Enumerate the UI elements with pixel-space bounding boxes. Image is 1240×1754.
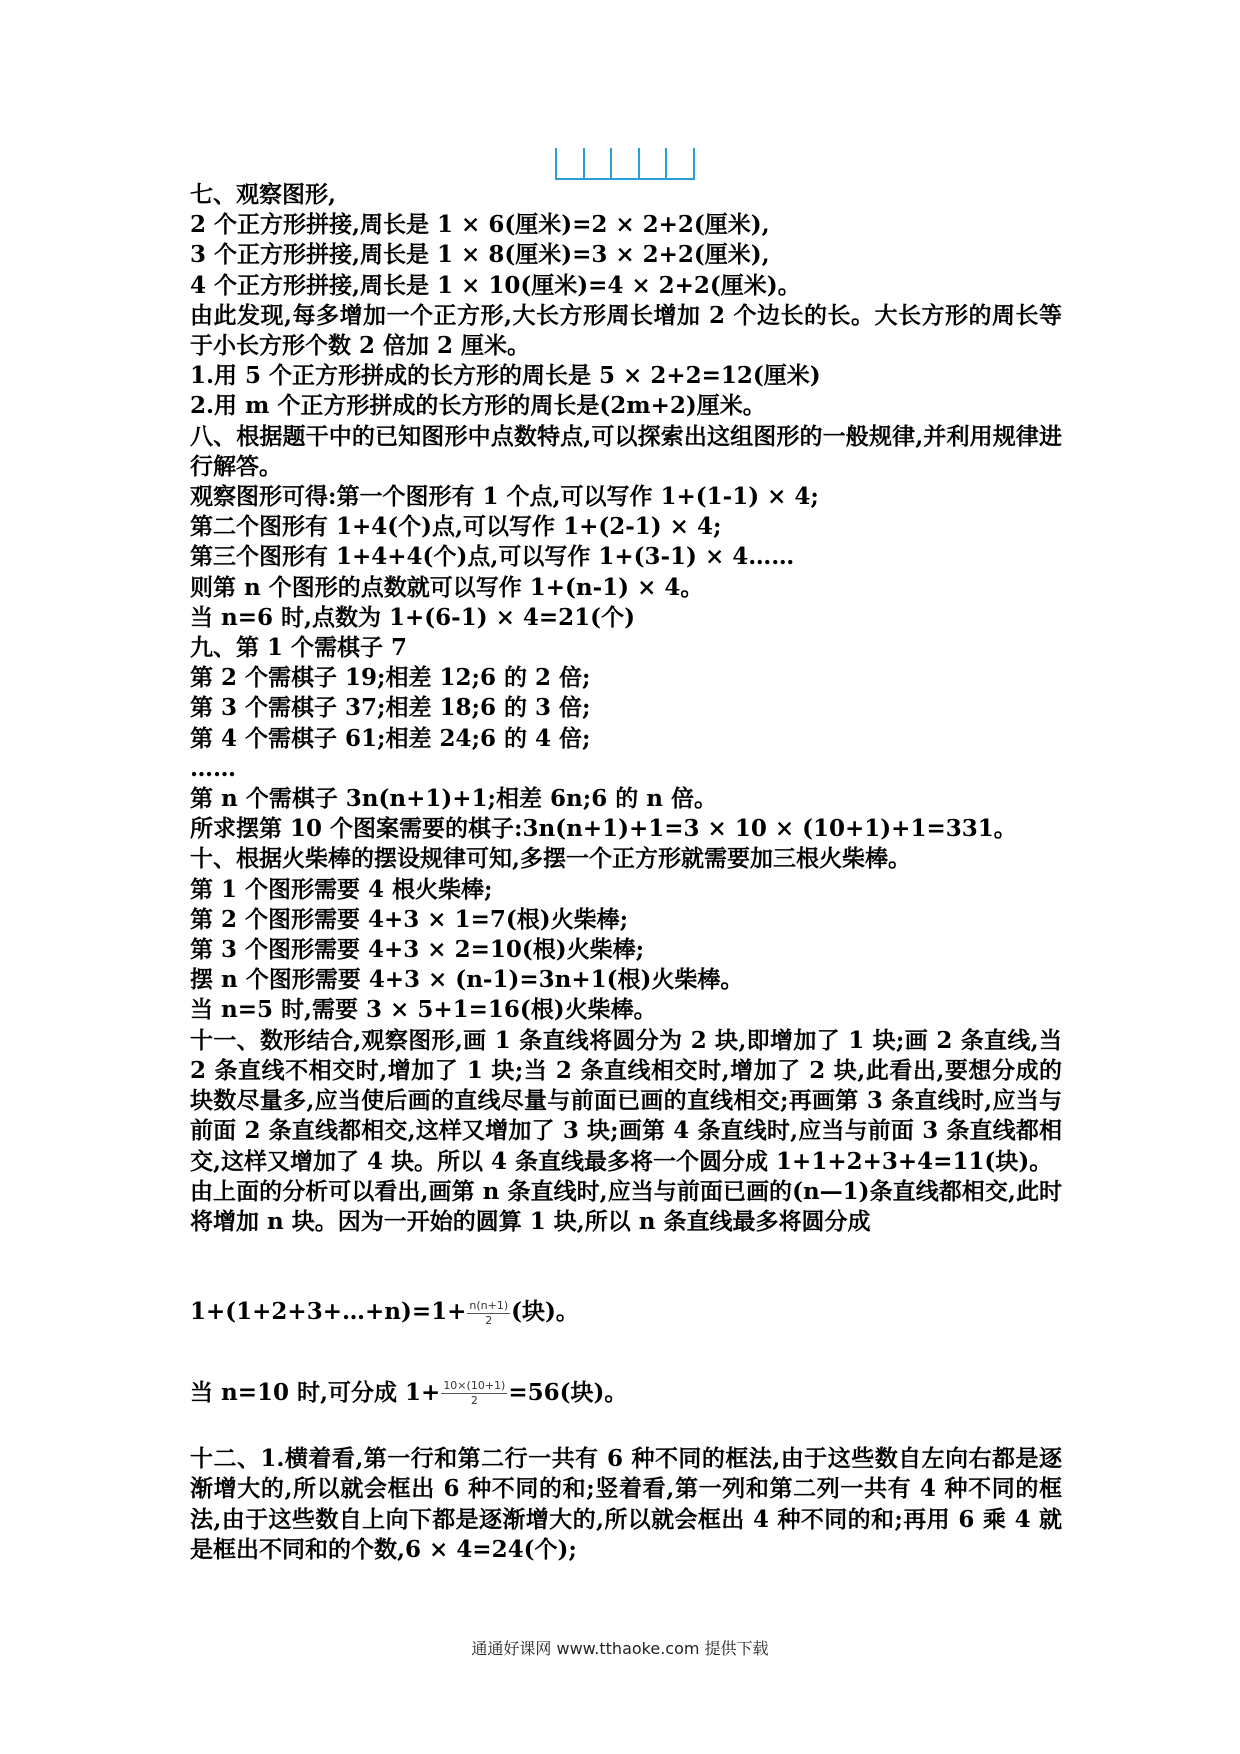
text-line: 第 1 个图形需要 4 根火柴棒;: [190, 875, 493, 903]
text-line: 当 n=5 时,需要 3 × 5+1=16(根)火柴棒。: [190, 996, 657, 1024]
text-line: 当 n=6 时,点数为 1+(6-1) × 4=21(个): [190, 603, 635, 631]
section-9-heading: 九、第 1 个需棋子 7: [190, 634, 408, 662]
text-line: 3 个正方形拼接,周长是 1 × 8(厘米)=3 × 2+2(厘米),: [190, 241, 770, 269]
text-line: 所求摆第 10 个图案需要的棋子:3n(n+1)+1=3 × 10 × (10+1)+1=331。: [190, 815, 1017, 843]
text-line: 第 2 个图形需要 4+3 × 1=7(根)火柴棒;: [190, 905, 629, 933]
fraction: $\frac{10\times(10+1)}{2}$: [443, 1379, 506, 1408]
text-line: 第 3 个图形需要 4+3 × 2=10(根)火柴棒;: [190, 936, 645, 964]
square-cell: [585, 148, 613, 178]
text-line: 第 3 个需棋子 37;相差 18;6 的 3 倍;: [190, 694, 591, 722]
answer-text: [190, 180, 1062, 1565]
text-line: 则第 n 个图形的点数就可以写作 1+(n-1) × 4。: [190, 573, 704, 601]
text-line: 第 4 个需棋子 61;相差 24;6 的 4 倍;: [190, 724, 591, 752]
text-line: 第 n 个需棋子 3n(n+1)+1;相差 6n;6 的 n 倍。: [190, 785, 717, 813]
text-line: 第 2 个需棋子 19;相差 12;6 的 2 倍;: [190, 664, 591, 692]
text-line: 第二个图形有 1+4(个)点,可以写作 1+(2-1) × 4;: [190, 513, 722, 541]
section-8-heading: 八、根据题干中的已知图形中点数特点,可以探索出这组图形的一般规律,并利用规律进行解答。: [190, 422, 1062, 480]
text-paragraph: 由此发现,每多增加一个正方形,大长方形周长增加 2 个边长的长。大长方形的周长等于小长方形个数 2 倍加 2 厘米。: [190, 301, 1062, 360]
formula-2: 当 n=10 时,可分成 1+ $\frac{10\times(10+1)}{2}$ =56(块)。: [190, 1378, 628, 1408]
square-cell: [640, 148, 668, 178]
section-11-paragraph: 十一、数形结合,观察图形,画 1 条直线将圆分为 2 块,即增加了 1 块;画 2 条直线,当 2 条直线不相交时,增加了 1 块;当 2 条直线相交时,增加了 2 块,此看出,要想分成的块数尽量多,应当使后画的直线尽量与前面已画的直线相交;再画第 3 条直线时,应当与前面 2 条直线都相交,这样又增加了 3 块;画第 4 条直线时,应当与前面 3 条直线都相交,这样又增加了 4 块。所以 4 条直线最多将一个圆分成 1+1+2+3+4=11(块)。: [190, 1026, 1062, 1175]
squares-figure: [555, 148, 695, 180]
square-cell: [667, 148, 693, 178]
text-line: ……: [190, 754, 236, 782]
text-line: 2 个正方形拼接,周长是 1 × 6(厘米)=2 × 2+2(厘米),: [190, 211, 770, 239]
text-line: 2.用 m 个正方形拼成的长方形的周长是(2m+2)厘米。: [190, 392, 766, 420]
square-cell: [557, 148, 585, 178]
text-line: 4 个正方形拼接,周长是 1 × 10(厘米)=4 × 2+2(厘米)。: [190, 271, 801, 299]
text-line: 观察图形可得:第一个图形有 1 个点,可以写作 1+(1-1) × 4;: [190, 483, 819, 511]
section-12-paragraph: 十二、1.横着看,第一行和第二行一共有 6 种不同的框法,由于这些数自左向右都是逐渐增大的,所以就会框出 6 种不同的和;竖着看,第一列和第二列一共有 4 种不同的框法,由于这些数自上向下都是逐渐增大的,所以就会框出 4 种不同的和;再用 6 乘 4 就是框出不同和的个数,6 × 4=24(个);: [190, 1445, 1062, 1563]
text-paragraph: 由上面的分析可以看出,画第 n 条直线时,应当与前面已画的(n—1)条直线都相交,此时将增加 n 块。因为一开始的圆算 1 块,所以 n 条直线最多将圆分成: [190, 1177, 1062, 1235]
formula-1: 1+(1+2+3+…+n)=1+ $\frac{n(n+1)}{2}$ (块)。: [190, 1298, 579, 1327]
text-line: 摆 n 个图形需要 4+3 × (n-1)=3n+1(根)火柴棒。: [190, 966, 744, 994]
fraction: $\frac{n(n+1)}{2}$: [469, 1298, 509, 1327]
section-10-heading: 十、根据火柴棒的摆设规律可知,多摆一个正方形就需要加三根火柴棒。: [190, 845, 912, 873]
text-line: 1.用 5 个正方形拼成的长方形的周长是 5 × 2+2=12(厘米): [190, 362, 821, 390]
section-7-heading: 七、观察图形,: [190, 181, 337, 208]
square-cell: [612, 148, 640, 178]
page-footer: 通通好课网 www.tthaoke.com 提供下载: [471, 1639, 769, 1658]
text-line: 第三个图形有 1+4+4(个)点,可以写作 1+(3-1) × 4……: [190, 543, 795, 571]
